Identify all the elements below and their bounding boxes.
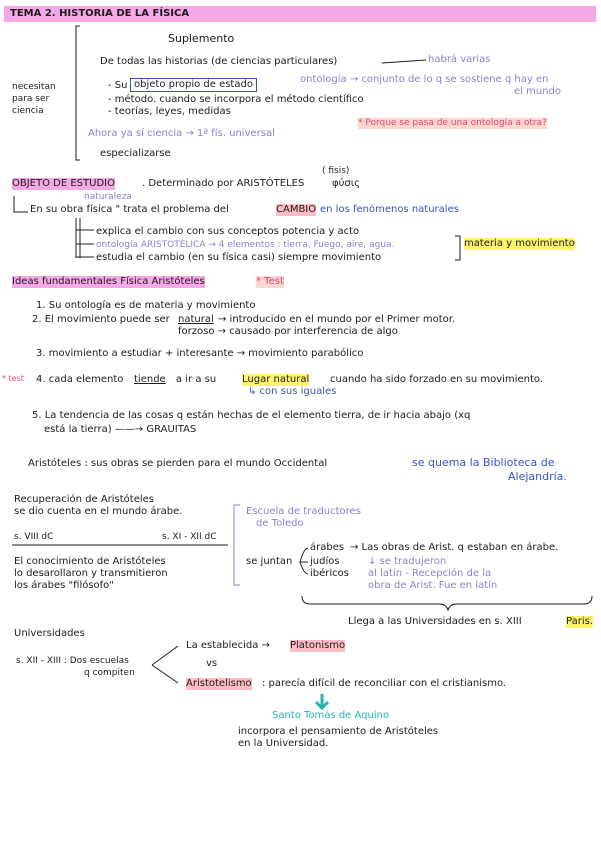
idea-2a: 2. El movimiento puede ser (32, 314, 170, 325)
natural-label: natural (178, 314, 214, 325)
aristoteles-obras: Aristóteles : sus obras se pierden para el mundo Occidental (28, 458, 328, 469)
arabes-label: árabes (310, 542, 345, 553)
parecia-dificil: : parecía difícil de reconciliar con el cristianismo. (262, 678, 507, 689)
necesitan-1: necesitan (12, 82, 56, 92)
necesitan-2: para ser (12, 94, 50, 104)
platonismo: Platonismo (290, 640, 346, 651)
ideas-fundamentales: Ideas fundamentales Física Aristóteles (12, 276, 205, 287)
recuperacion-sub: se dio cuenta en el mundo árabe. (14, 506, 183, 517)
conocimiento-3: los árabes "filósofo" (14, 580, 114, 591)
metodo-line: - método. cuando se incorpora el método científico (108, 94, 364, 105)
explica-cambio: explica el cambio con sus conceptos potencia y acto (96, 226, 360, 237)
determinado: . Determinado por ARISTÓTELES (142, 178, 305, 189)
fenomenos-naturales: en los fenómenos naturales (320, 204, 459, 215)
idea-5b: está la tierra) ——→ GRAUITAS (44, 424, 197, 435)
llega-universidades: Llega a las Universidades en s. XIII (348, 616, 522, 627)
paris-label: Paris. (566, 616, 593, 627)
dos-escuelas: s. XII - XIII : Dos escuelas (16, 656, 129, 666)
siglo-xi-xii: s. XI - XII dC (162, 532, 217, 542)
idea-3: 3. movimiento a estudiar + interesante → movimiento parabólico (36, 348, 364, 359)
lugar-natural: Lugar natural (242, 374, 310, 385)
se-juntan: se juntan (246, 556, 293, 567)
teorias-line: - teorías, leyes, medidas (108, 106, 231, 117)
materia-movimiento: materia y movimiento (464, 238, 575, 249)
tiende-label: tiende (134, 374, 166, 385)
idea-2b: → introducido en el mundo por el Primer motor. (218, 314, 456, 325)
ibericos-label: ibéricos (310, 568, 349, 579)
latin-obra: obra de Arist. Fue en latín (368, 580, 498, 591)
habra-varias: habrá varias (428, 54, 491, 65)
objeto-propio-box: objeto propio de estado (130, 78, 257, 92)
ahora-ciencia: Ahora ya sí ciencia → 1ª fís. universal (88, 128, 275, 139)
porque-question: * Porque se pasa de una ontología a otra? (358, 118, 547, 128)
idea-4b: a ir a su (176, 374, 217, 385)
con-sus-iguales: ↳ con sus iguales (248, 386, 337, 397)
conocimiento-2: lo desarollaron y transmitieron (14, 568, 168, 579)
fisis-note: ( fisis) (322, 166, 350, 176)
ontologia-def: ontología → conjunto de lo q se sostiene q hay en (300, 74, 549, 85)
forzoso-line: forzoso → causado por interferencia de algo (178, 326, 398, 337)
todas-historias: De todas las historias (de ciencias particulares) (100, 56, 338, 67)
latin-recepcion: al latín - Recepción de la (368, 568, 492, 579)
incorpora-2: en la Universidad. (238, 738, 329, 749)
recuperacion-title: Recuperación de Aristóteles (14, 494, 155, 505)
conocimiento-1: El conocimiento de Aristóteles (14, 556, 166, 567)
cambio-label: CAMBIO (276, 204, 317, 215)
aristotelismo: Aristotelismo (186, 678, 252, 689)
el-mundo: el mundo (514, 86, 561, 97)
naturaleza-note: naturaleza (84, 192, 132, 202)
escuela-traductores: Escuela de traductores (246, 506, 361, 517)
physis-greek: φύσις (332, 178, 360, 189)
en-su-obra: En su obra física " trata el problema del (30, 204, 229, 215)
obras-arabe: → Las obras de Arist. q estaban en árabe. (350, 542, 559, 553)
siglo-viii: s. VIII dC (14, 532, 54, 542)
su-label: - Su (108, 80, 128, 91)
objeto-estudio: OBJETO DE ESTUDIO (12, 178, 115, 189)
incorpora-1: incorpora el pensamiento de Aristóteles (238, 726, 439, 737)
suplemento-label: Suplemento (168, 32, 235, 45)
idea-4c: cuando ha sido forzado en su movimiento. (330, 374, 543, 385)
vs-label: vs (206, 658, 218, 669)
compiten-label: q compiten (84, 668, 135, 678)
biblioteca-quema: se quema la Biblioteca de (412, 456, 555, 469)
test-tag: * Test (256, 276, 284, 287)
judios-label: judíos (310, 556, 340, 567)
se-tradujeron: ↓ se tradujeron (368, 556, 447, 567)
alejandria: Alejandría. (508, 470, 567, 483)
idea-4a: 4. cada elemento (36, 374, 124, 385)
santo-tomas: Santo Tomás de Aquino (272, 710, 390, 721)
idea-5a: 5. La tendencia de las cosas q están hechas de el elemento tierra, de ir hacia abajo (xq (32, 410, 471, 421)
test-mark: * test (2, 374, 24, 383)
la-establecida: La establecida → (186, 640, 270, 651)
necesitan-3: ciencia (12, 106, 44, 116)
universidades-title: Universidades (14, 628, 85, 639)
ontologia-aristotelica: ontología ARISTOTÉLICA → 4 elementos : tierra, Fuego, aire, agua. (96, 240, 395, 250)
page-title: TEMA 2. HISTORIA DE LA FÍSICA (10, 8, 190, 19)
estudia-cambio: estudia el cambio (en su física casi) siempre movimiento (96, 252, 382, 263)
idea-1: 1. Su ontología es de materia y movimiento (36, 300, 256, 311)
escuela-toledo: de Toledo (256, 518, 304, 529)
especializarse: especializarse (100, 148, 171, 159)
